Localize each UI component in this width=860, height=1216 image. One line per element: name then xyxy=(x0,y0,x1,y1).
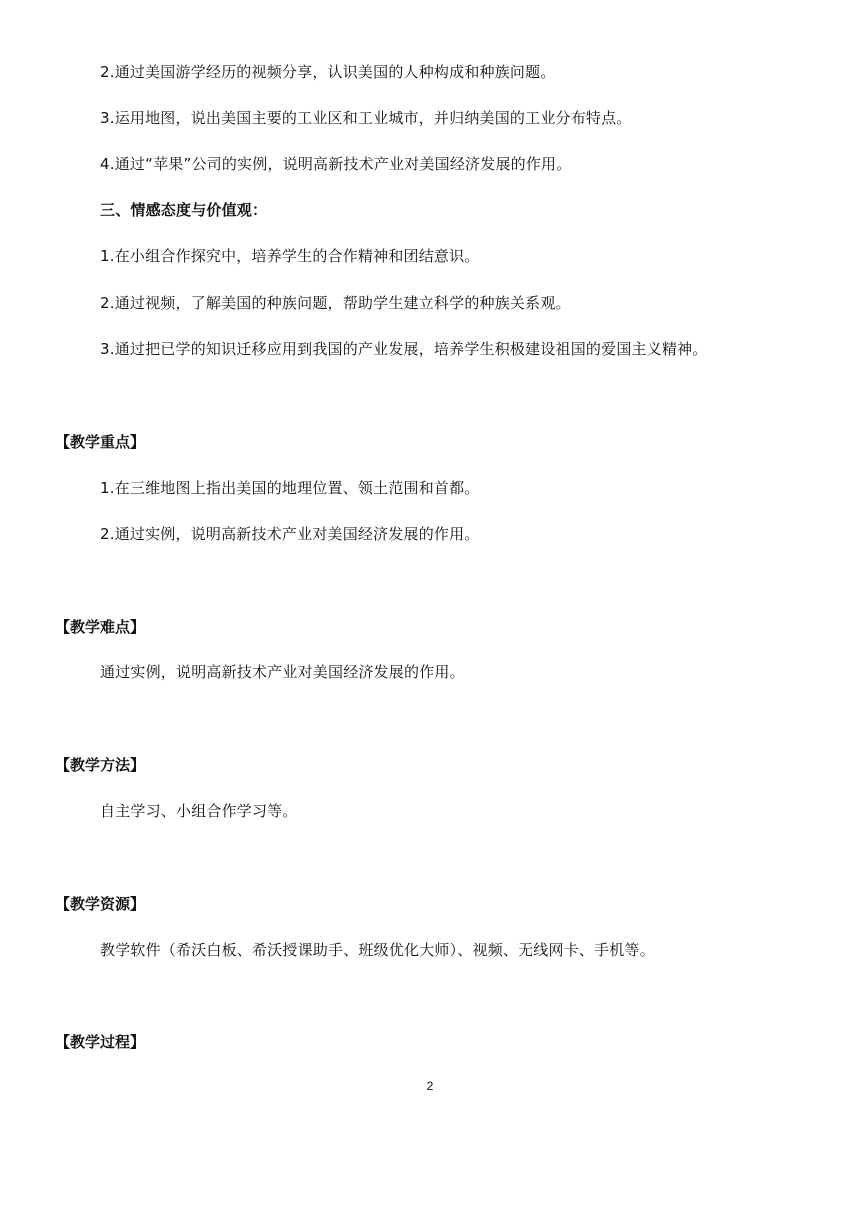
emotion-item-3: 3.通过把已学的知识迁移应用到我国的产业发展，培养学生积极建设祖国的爱国主义精神。 xyxy=(100,340,708,358)
process-heading: 【教学过程】 xyxy=(55,1033,146,1051)
difficulties-heading: 【教学难点】 xyxy=(55,618,146,636)
difficulties-text: 通过实例，说明高新技术产业对美国经济发展的作用。 xyxy=(100,663,465,681)
key-point-item-2: 2.通过实例，说明高新技术产业对美国经济发展的作用。 xyxy=(100,525,480,543)
page-number: 2 xyxy=(426,1079,434,1093)
key-point-item-1: 1.在三维地图上指出美国的地理位置、领土范围和首都。 xyxy=(100,479,480,497)
emotion-section-title: 三、情感态度与价值观： xyxy=(100,201,268,219)
objective-item-4: 4.通过“苹果”公司的实例，说明高新技术产业对美国经济发展的作用。 xyxy=(100,155,572,173)
objective-item-2: 2.通过美国游学经历的视频分享，认识美国的人种构成和种族问题。 xyxy=(100,63,556,81)
methods-text: 自主学习、小组合作学习等。 xyxy=(100,802,298,820)
resources-heading: 【教学资源】 xyxy=(55,895,146,913)
key-points-heading: 【教学重点】 xyxy=(55,433,146,451)
resources-text: 教学软件（希沃白板、希沃授课助手、班级优化大师）、视频、无线网卡、手机等。 xyxy=(100,941,655,959)
objective-item-3: 3.运用地图，说出美国主要的工业区和工业城市，并归纳美国的工业分布特点。 xyxy=(100,109,632,127)
methods-heading: 【教学方法】 xyxy=(55,756,146,774)
emotion-item-2: 2.通过视频，了解美国的种族问题，帮助学生建立科学的种族关系观。 xyxy=(100,294,571,312)
emotion-item-1: 1.在小组合作探究中，培养学生的合作精神和团结意识。 xyxy=(100,247,480,265)
